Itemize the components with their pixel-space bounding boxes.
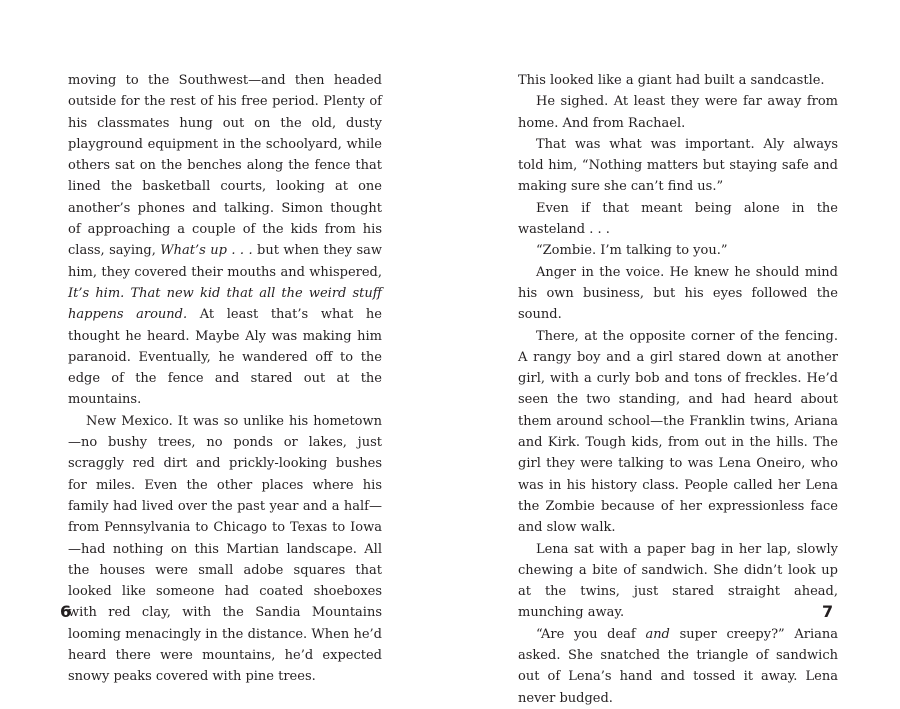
italic-text: and [645,626,670,642]
left-page-text [68,70,382,688]
paragraph [518,240,838,261]
paragraph [518,539,838,624]
text-run: but when they saw him, they covered their mouths and whispered, [68,243,382,280]
italic-text: It’s him. That new kid that all the weird stuff happens around. [68,285,382,323]
right-page [450,0,900,706]
text-run: There, at the opposite corner of the fencing. A rangy boy and a girl stared down at another girl, with a curly bob and tons of freckles. He’d seen the two standing, and had heard about them around school—the Franklin twins, Ariana and Kirk. Tough kids, from out in the hills. The girl they were talking to was Lena Oneiro, who was in his history class. People called her Lena the Zombie because of her expressionless face and slow walk. [518,328,838,536]
italic-text: What’s up . . . [160,243,253,259]
right-page-text [518,70,838,709]
text-run: He sighed. At least they were far away from home. And from Rachael. [518,94,838,131]
text-run: This looked like a giant had built a sandcastle. [518,73,825,88]
text-run: moving to the Southwest—and then headed outside for the rest of his free period. Plenty of his classmates hung out on the old, dusty playground equipment in the schoolyard, while others sat on the benches along the fence that lined the basketball courts, looking at one another’s phones and talking. Simon thought of approaching a couple of the kids from his class, saying, [68,73,382,259]
paragraph [518,262,838,326]
paragraph [518,198,838,241]
text-run: “Are you deaf [536,626,646,642]
text-run: That was what was important. Aly always told him, “Nothing matters but staying safe and making sure she can’t find us.” [518,136,838,195]
text-run: At least that’s what he thought he heard. Maybe Aly was making him paranoid. Eventually, he wandered off to the edge of the fence and stared out at the mountains. [68,307,382,408]
left-page-number: 6 [60,602,72,621]
text-run: Lena sat with a paper bag in her lap, slowly chewing a bite of sandwich. She didn’t look up at the twins, just stared straight ahead, munching away. [518,541,838,621]
text-run: “Zombie. I’m talking to you.” [536,243,728,259]
paragraph [518,134,838,198]
text-run: Even if that meant being alone in the wasteland . . . [518,200,838,238]
paragraph [518,326,838,539]
paragraph [518,70,838,91]
paragraph [518,91,838,134]
text-run: Anger in the voice. He knew he should mind his own business, but his eyes followed the sound. [518,264,838,323]
paragraph [68,411,382,688]
left-page [0,0,450,685]
paragraph [518,624,838,709]
text-run: New Mexico. It was so unlike his hometown—no bushy trees, no ponds or lakes, just scraggly red dirt and prickly-looking bushes for miles. Even the other places where his family had lived over the past year and a half—from Pennsylvania to Chicago to Texas to Iowa—had nothing on this Martian landscape. All the houses were small adobe squares that looked like someone had coated shoeboxes with red clay, with the Sandia Mountains looming menacingly in the distance. When he’d heard there were mountains, he’d expected snowy peaks covered with pine trees. [68,413,382,685]
text-run: super creepy?” Ariana asked. She snatched the triangle of sandwich out of Lena’s hand and tossed it away. Lena never budged. [518,626,838,706]
paragraph [68,70,382,411]
right-page-number: 7 [822,602,834,621]
